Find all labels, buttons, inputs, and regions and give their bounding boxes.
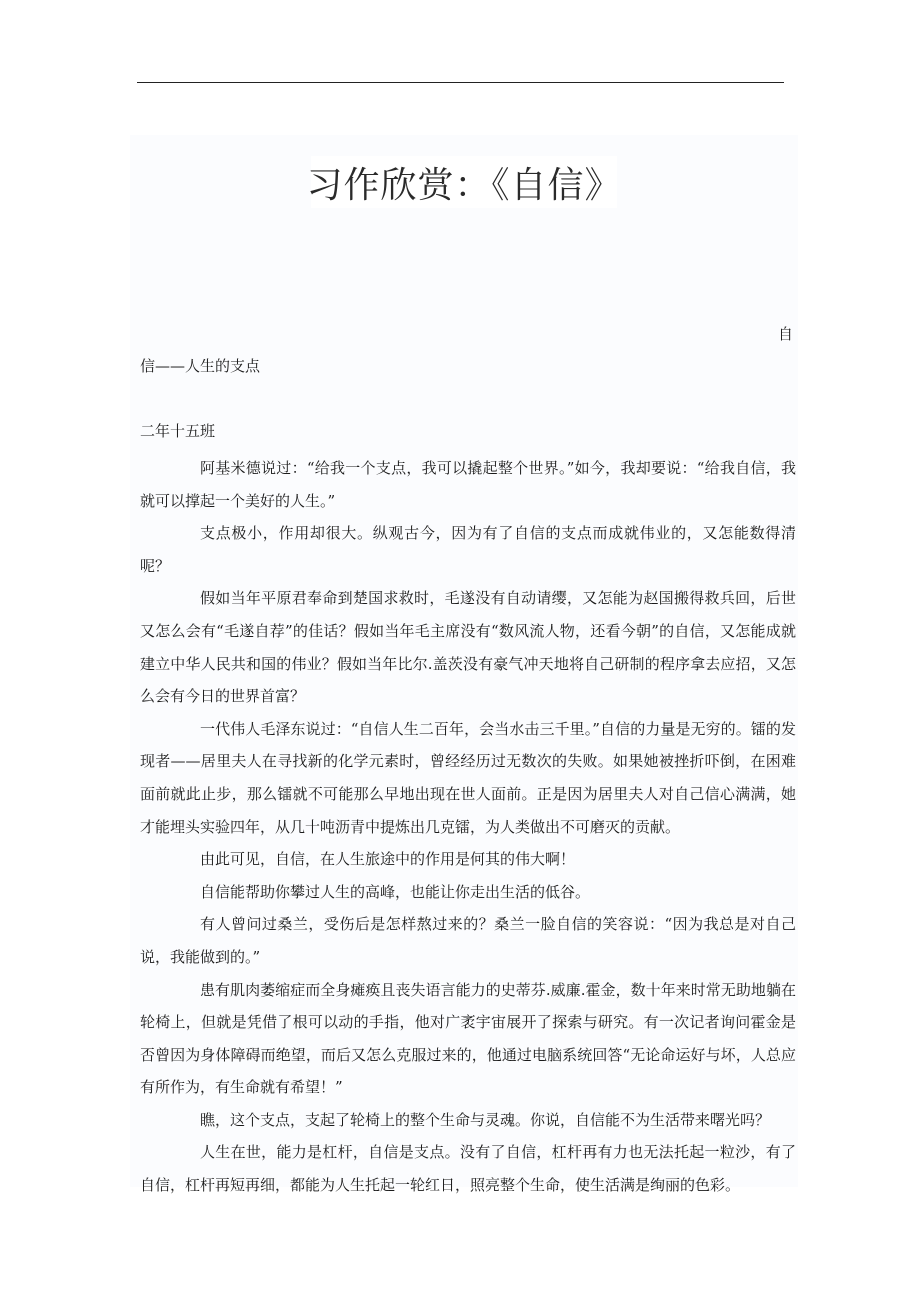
paragraph: 自信能帮助你攀过人生的高峰，也能让你走出生活的低谷。	[200, 882, 591, 901]
title-image	[306, 156, 622, 208]
essay-heading-start: 自	[778, 325, 794, 343]
author-class: 二年十五班	[140, 422, 216, 440]
paragraph: 瞧，这个支点，支起了轮椅上的整个生命与灵魂。你说，自信能不为生活带来曙光吗？	[200, 1110, 771, 1129]
paragraph: 阿基米德说过：“给我一个支点，我可以撬起整个世界。”如今，我却要说：“给我自信，我就可以撑起一个美好的人生。”	[140, 459, 796, 510]
paragraph: 有人曾问过桑兰，受伤后是怎样熬过来的？桑兰一脸自信的笑容说：“因为我总是对自己说，我能做到的。”	[140, 915, 796, 966]
page-title: 习作欣赏：《自信》	[306, 164, 622, 206]
essay-heading-continued: 信——人生的支点	[140, 357, 261, 375]
paragraph: 支点极小，作用却很大。纵观古今，因为有了自信的支点而成就伟业的，又怎能数得清呢？	[140, 524, 796, 575]
header-rule	[137, 82, 784, 83]
paragraph: 由此可见，自信，在人生旅途中的作用是何其的伟大啊！	[200, 850, 576, 869]
paragraph: 人生在世，能力是杠杆，自信是支点。没有了自信，杠杆再有力也无法托起一粒沙，有了自信，杠杆再短再细，都能为人生托起一轮红日，照亮整个生命，使生活满是绚丽的色彩。	[140, 1143, 796, 1195]
essay-body	[140, 452, 796, 1202]
paragraph: 患有肌肉萎缩症而全身瘫痪且丧失语言能力的史蒂芬.威廉.霍金，数十年来时常无助地躺在轮椅上，但就是凭借了根可以动的手指，他对广袤宇宙展开了探索与研究。有一次记者询问霍金是否曾因为身体障碍而绝望，而后又怎么克服过来的，他通过电脑系统回答“无论命运好与坏，人总应有所作为，有生命就有希望！”	[140, 980, 796, 1097]
paragraph: 一代伟人毛泽东说过：“自信人生二百年，会当水击三千里。”自信的力量是无穷的。镭的发现者——居里夫人在寻找新的化学元素时，曾经经历过无数次的失败。如果她被挫折吓倒，在困难面前就此止步，那么镭就不可能那么早地出现在世人面前。正是因为居里夫人对自己信心满满，她才能埋头实验四年，从几十吨沥青中提炼出几克镭，为人类做出不可磨灭的贡献。	[140, 719, 796, 836]
paragraph: 假如当年平原君奉命到楚国求救时，毛遂没有自动请缨，又怎能为赵国搬得救兵回，后世又怎么会有“毛遂自荐”的佳话？假如当年毛主席没有“数风流人物，还看今朝”的自信，又怎能成就建立中华人民共和国的伟业？假如当年比尔.盖茨没有豪气冲天地将自己研制的程序拿去应招，又怎么会有今日的世界首富？	[140, 589, 796, 706]
